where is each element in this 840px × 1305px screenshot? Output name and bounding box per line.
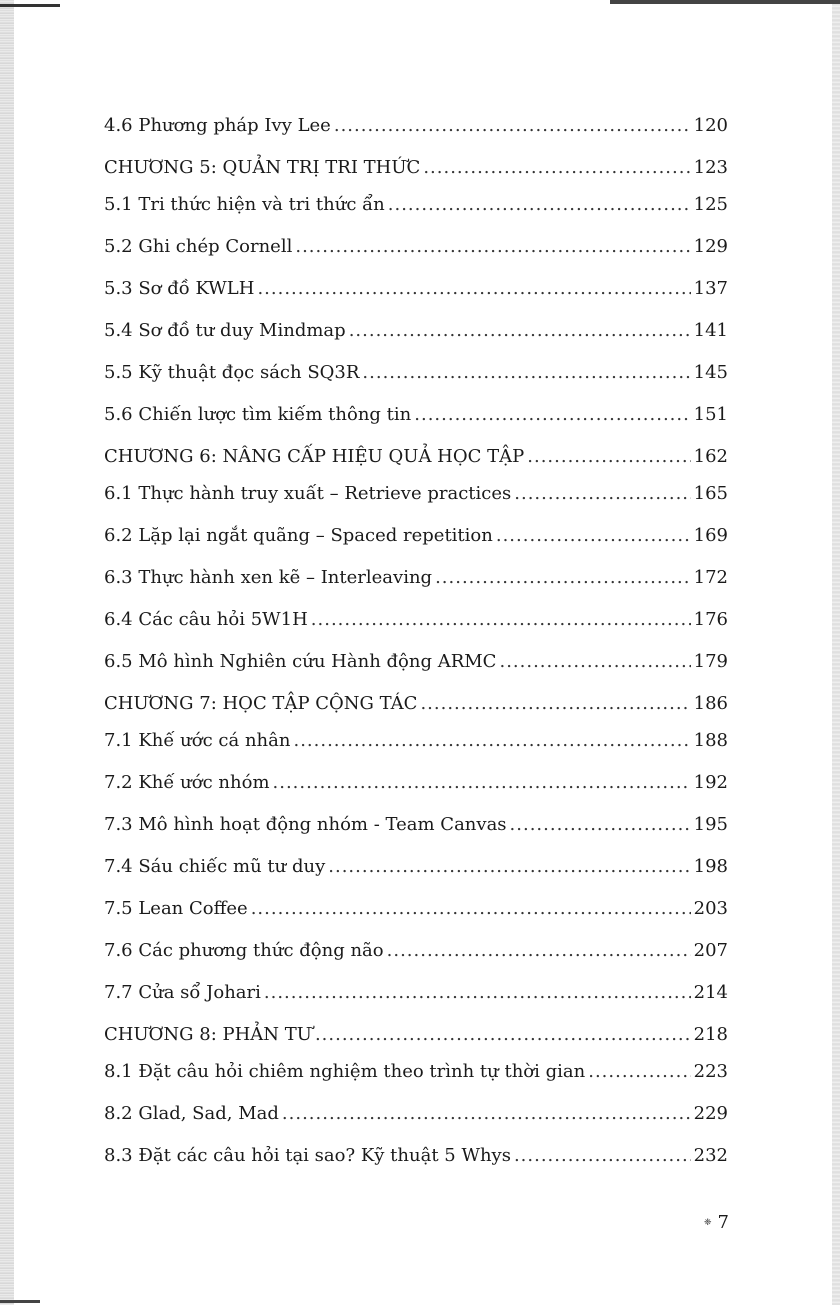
toc-entry <box>104 852 728 894</box>
toc-entry-title: 7.2 Khế ước nhóm <box>104 772 270 793</box>
toc-entry-page: 145 <box>693 362 728 383</box>
toc-entry-page: 165 <box>693 483 728 504</box>
toc-entry <box>104 647 728 689</box>
toc-entry <box>104 400 728 442</box>
dot-leader <box>388 190 691 220</box>
toc-entry-title: 5.1 Tri thức hiện và tri thức ẩn <box>104 194 385 215</box>
toc-entry <box>104 1141 728 1183</box>
toc-entry-page: 207 <box>693 940 728 961</box>
toc-entry-title: CHƯƠNG 5: QUẢN TRỊ TRI THỨC <box>104 157 421 178</box>
scan-edge-left <box>0 0 14 1305</box>
toc-entry-page: 186 <box>693 693 728 714</box>
dot-leader <box>349 316 691 346</box>
toc-entry-page: 137 <box>693 278 728 299</box>
toc-entry-page: 203 <box>693 898 728 919</box>
toc-entry-title: CHƯƠNG 6: NÂNG CẤP HIỆU QUẢ HỌC TẬP <box>104 446 525 467</box>
dot-leader <box>257 274 690 304</box>
page-footer <box>704 1212 729 1233</box>
toc-entry-title: 7.6 Các phương thức động não <box>104 940 384 961</box>
toc-entry-title: 5.5 Kỹ thuật đọc sách SQ3R <box>104 362 360 383</box>
toc-entry <box>104 605 728 647</box>
toc-entry-page: 214 <box>693 982 728 1003</box>
toc-entry <box>104 810 728 852</box>
toc-entry-title: 6.2 Lặp lại ngắt quãng – Spaced repetition <box>104 525 493 546</box>
toc-entry <box>104 358 728 400</box>
dot-leader <box>264 978 691 1008</box>
dot-leader <box>295 232 690 262</box>
toc-entry-page: 125 <box>693 194 728 215</box>
dot-leader <box>362 358 690 388</box>
toc-entry-page: 123 <box>693 157 728 178</box>
toc-entry-page: 218 <box>693 1024 728 1045</box>
toc-entry <box>104 563 728 605</box>
toc-entry <box>104 894 728 936</box>
toc-entry-page: 179 <box>693 651 728 672</box>
toc-entry-title: 7.7 Cửa sổ Johari <box>104 982 261 1003</box>
dot-leader <box>334 111 691 141</box>
toc-entry <box>104 316 728 358</box>
dot-leader <box>588 1057 690 1087</box>
toc-entry <box>104 726 728 768</box>
toc-entry <box>104 479 728 521</box>
toc-entry-page: 176 <box>693 609 728 630</box>
dot-leader <box>420 689 690 719</box>
toc-entry-page: 172 <box>693 567 728 588</box>
toc-entry-title: 4.6 Phương pháp Ivy Lee <box>104 115 331 136</box>
toc-entry-title: 6.1 Thực hành truy xuất – Retrieve practices <box>104 483 512 504</box>
toc-entry-title: 6.3 Thực hành xen kẽ – Interleaving <box>104 567 433 588</box>
dot-leader <box>273 768 691 798</box>
toc-entry-title: 5.6 Chiến lược tìm kiếm thông tin <box>104 404 412 425</box>
toc-entry-title: 7.1 Khế ước cá nhân <box>104 730 291 751</box>
toc-entry-title: 5.3 Sơ đồ KWLH <box>104 278 255 299</box>
toc-entry <box>104 1099 728 1141</box>
toc-entry-title: CHƯƠNG 7: HỌC TẬP CỘNG TÁC <box>104 693 418 714</box>
scan-edge-right <box>832 0 840 1305</box>
dot-leader <box>510 810 691 840</box>
dot-leader <box>527 442 690 472</box>
dot-leader <box>514 479 690 509</box>
scan-mark-bottom-left <box>0 1300 40 1303</box>
toc-entry-title: 6.5 Mô hình Nghiên cứu Hành động ARMC <box>104 651 497 672</box>
toc-entry-title: 7.4 Sáu chiếc mũ tư duy <box>104 856 326 877</box>
ornament-icon: ❈ <box>704 1218 712 1228</box>
toc-entry-page: 198 <box>693 856 728 877</box>
toc-entry <box>104 1057 728 1099</box>
toc-entry-title: 7.5 Lean Coffee <box>104 898 248 919</box>
dot-leader <box>315 1020 691 1050</box>
toc-entry <box>104 768 728 810</box>
toc-entry-title: CHƯƠNG 8: PHẢN TƯ <box>104 1024 312 1045</box>
toc-entry-title: 8.3 Đặt các câu hỏi tại sao? Kỹ thuật 5 Whys <box>104 1145 511 1166</box>
toc-entry-page: 169 <box>693 525 728 546</box>
dot-leader <box>423 153 690 183</box>
toc-entry-page: 141 <box>693 320 728 341</box>
toc-entry-page: 232 <box>693 1145 728 1166</box>
toc-entry-page: 229 <box>693 1103 728 1124</box>
toc-entry-title: 5.4 Sơ đồ tư duy Mindmap <box>104 320 346 341</box>
toc-entry-page: 188 <box>693 730 728 751</box>
toc-chapter-entry <box>104 1020 728 1057</box>
toc-entry-page: 223 <box>693 1061 728 1082</box>
dot-leader <box>293 726 690 756</box>
toc-entry-page: 120 <box>693 115 728 136</box>
toc-entry-page: 162 <box>693 446 728 467</box>
dot-leader <box>311 605 691 635</box>
table-of-contents <box>104 111 728 1183</box>
toc-entry-page: 129 <box>693 236 728 257</box>
toc-entry <box>104 521 728 563</box>
toc-entry-page: 195 <box>693 814 728 835</box>
toc-entry <box>104 111 728 153</box>
dot-leader <box>499 647 690 677</box>
toc-chapter-entry <box>104 689 728 726</box>
toc-entry-title: 7.3 Mô hình hoạt động nhóm - Team Canvas <box>104 814 507 835</box>
dot-leader <box>328 852 690 882</box>
toc-entry <box>104 274 728 316</box>
dot-leader <box>435 563 691 593</box>
scan-mark-top-right <box>610 0 840 4</box>
toc-entry-title: 8.2 Glad, Sad, Mad <box>104 1103 279 1124</box>
dot-leader <box>282 1099 691 1129</box>
dot-leader <box>251 894 691 924</box>
scan-mark-top-left <box>0 4 60 7</box>
toc-entry-page: 151 <box>693 404 728 425</box>
toc-chapter-entry <box>104 442 728 479</box>
dot-leader <box>496 521 691 551</box>
toc-entry-title: 8.1 Đặt câu hỏi chiêm nghiệm theo trình tự thời gian <box>104 1061 586 1082</box>
toc-entry-title: 6.4 Các câu hỏi 5W1H <box>104 609 308 630</box>
toc-entry <box>104 190 728 232</box>
toc-entry <box>104 978 728 1020</box>
toc-entry-page: 192 <box>693 772 728 793</box>
toc-entry <box>104 232 728 274</box>
toc-entry <box>104 936 728 978</box>
dot-leader <box>514 1141 691 1171</box>
dot-leader <box>387 936 691 966</box>
page-number: 7 <box>717 1212 729 1233</box>
dot-leader <box>414 400 690 430</box>
toc-chapter-entry <box>104 153 728 190</box>
toc-entry-title: 5.2 Ghi chép Cornell <box>104 236 293 257</box>
